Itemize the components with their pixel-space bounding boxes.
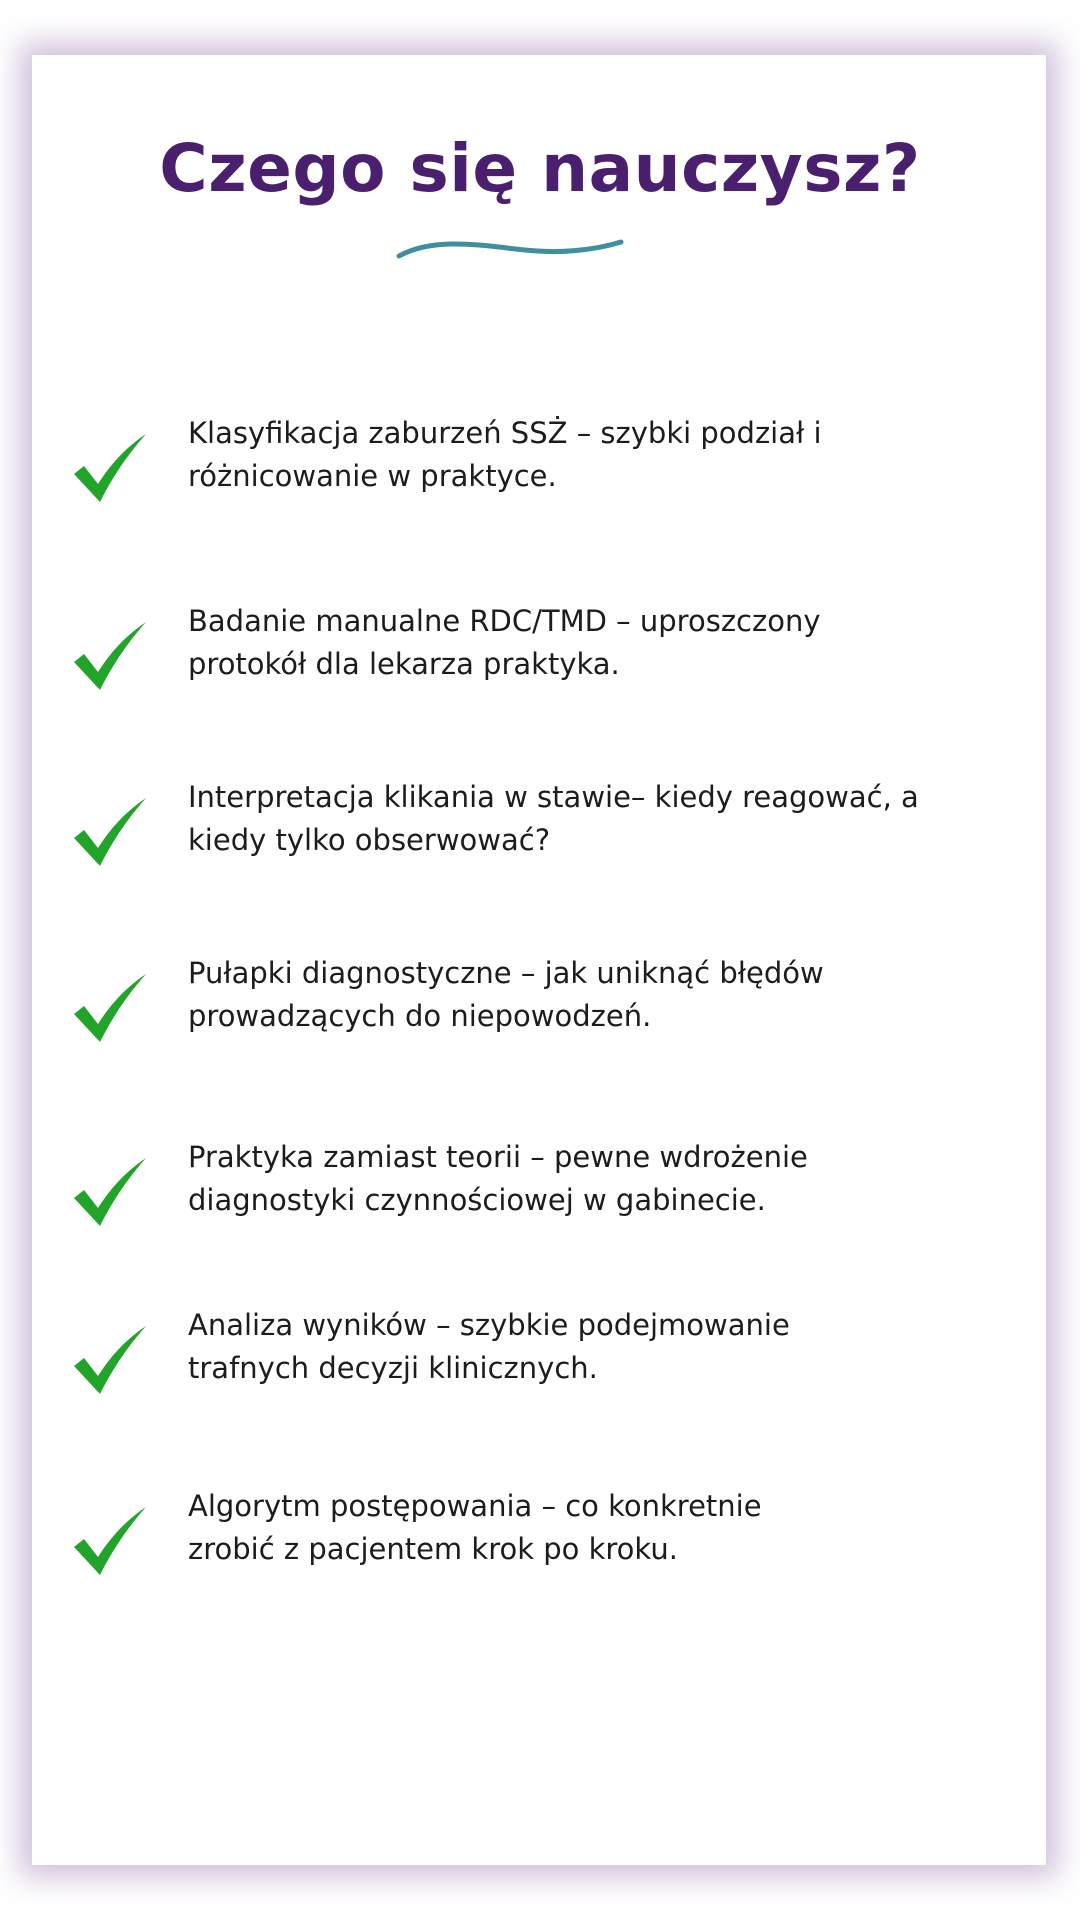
checkmark-icon (72, 1505, 148, 1579)
list-item (40, 1485, 980, 1595)
item-line-2: zrobić z pacjentem krok po kroku. (188, 1532, 678, 1566)
wave-divider (395, 232, 625, 262)
list-item (40, 1136, 980, 1246)
list-item (40, 412, 980, 522)
item-text (188, 1485, 988, 1571)
page-title: Czego się nauczysz? (159, 130, 921, 207)
item-line-2: różnicowanie w praktyce. (188, 459, 557, 493)
item-line-1: Pułapki diagnostyczne – jak uniknąć błędów (188, 956, 824, 990)
item-line-1: Klasyfikacja zaburzeń SSŻ – szybki podział i (188, 416, 822, 450)
item-line-1: Algorytm postępowania – co konkretnie (188, 1489, 762, 1523)
item-line-1: Badanie manualne RDC/TMD – uproszczony (188, 604, 821, 638)
item-text (188, 776, 988, 862)
checkmark-icon (72, 1156, 148, 1230)
item-text (188, 1136, 988, 1222)
item-line-1: Interpretacja klikania w stawie– kiedy reagować, a (188, 780, 919, 814)
item-text (188, 1304, 988, 1390)
item-line-2: prowadzących do niepowodzeń. (188, 999, 652, 1033)
item-text (188, 412, 988, 498)
checkmark-icon (72, 1324, 148, 1398)
item-line-2: protokół dla lekarza praktyka. (188, 647, 620, 681)
item-line-2: kiedy tylko obserwować? (188, 823, 551, 857)
list-item (40, 952, 980, 1062)
checkmark-icon (72, 972, 148, 1046)
item-text (188, 952, 988, 1038)
item-text (188, 600, 988, 686)
list-item (40, 1304, 980, 1414)
item-line-2: diagnostyki czynnościowej w gabinecie. (188, 1183, 766, 1217)
item-line-1: Praktyka zamiast teorii – pewne wdrożenie (188, 1140, 808, 1174)
checkmark-icon (72, 432, 148, 506)
item-line-2: trafnych decyzji klinicznych. (188, 1351, 598, 1385)
list-item (40, 776, 980, 886)
item-line-1: Analiza wyników – szybkie podejmowanie (188, 1308, 790, 1342)
list-item (40, 600, 980, 710)
checkmark-icon (72, 620, 148, 694)
checkmark-icon (72, 796, 148, 870)
